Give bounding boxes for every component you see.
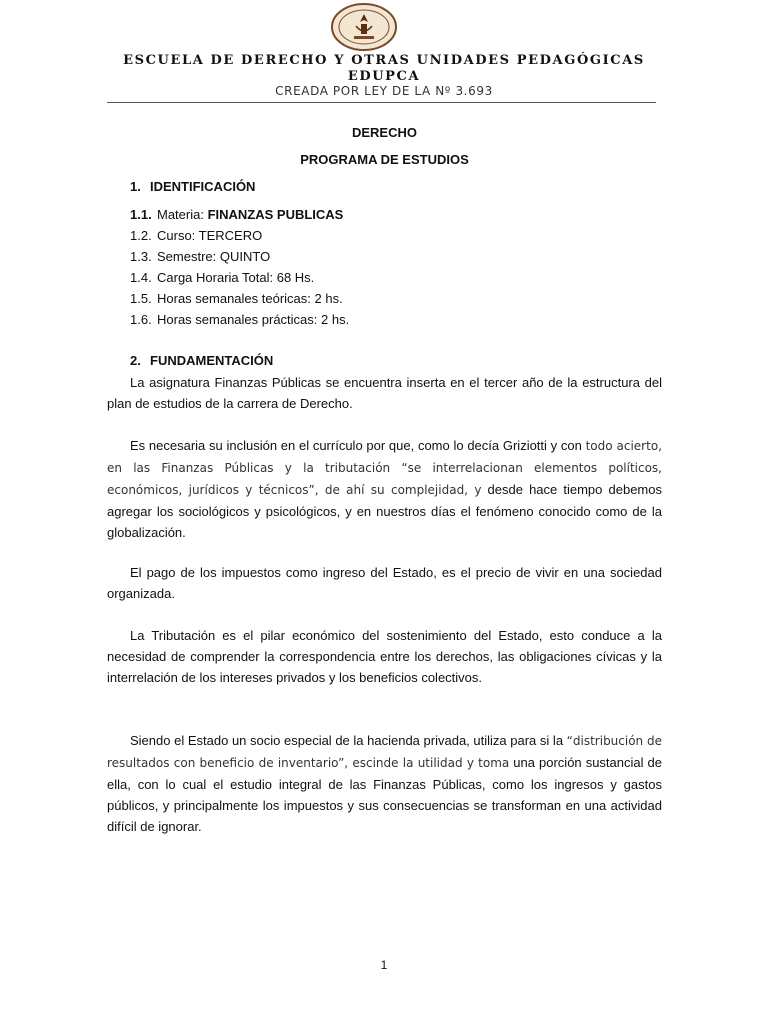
paragraph-2-part-a: Es necesaria su inclusión en el currículo por que, como lo decía Griziotti y con	[130, 438, 586, 453]
item-value: FINANZAS PUBLICAS	[207, 207, 344, 222]
item-number: 1.5.	[130, 291, 152, 306]
item-value: QUINTO	[219, 249, 271, 264]
page-number: 1	[380, 958, 388, 972]
item-label: Horas semanales prácticas:	[157, 312, 322, 327]
item-label: Horas semanales teóricas:	[157, 291, 315, 306]
ident-item-course	[130, 227, 262, 244]
item-label: Materia:	[157, 207, 208, 222]
paragraph-1: La asignatura Finanzas Públicas se encuentra inserta en el tercer año de la estructura del plan de estudios de la carrera de Derecho.	[107, 375, 662, 411]
paragraph-2	[107, 435, 662, 543]
item-number: 1.6.	[130, 312, 152, 327]
item-number: 1.3.	[130, 249, 152, 264]
paragraph-5-part-a: Siendo el Estado un socio especial de la hacienda privada, utiliza para si la	[130, 733, 567, 748]
school-seal-logo	[330, 2, 398, 52]
section-identification-heading	[130, 179, 255, 194]
item-label: Semestre:	[157, 249, 220, 264]
header-divider	[107, 102, 656, 103]
paragraph-5-quote: “distribución de resultados con beneficio de inventario”, escinde la utilidad y toma	[107, 734, 662, 770]
section-foundation-heading	[130, 353, 273, 368]
ident-item-semester	[130, 248, 270, 265]
section-number: 1.	[130, 179, 141, 194]
school-acronym: EDUPCA	[347, 69, 421, 84]
item-label: Curso:	[157, 228, 199, 243]
item-number: 1.1.	[130, 207, 152, 222]
creation-law: CREADA POR LEY DE LA Nº 3.693	[275, 84, 493, 98]
paragraph-3: El pago de los impuestos como ingreso del Estado, es el precio de vivir en una sociedad organizada.	[107, 565, 662, 601]
item-number: 1.2.	[130, 228, 152, 243]
section-number: 2.	[130, 353, 141, 368]
ident-item-practice-hours	[130, 311, 349, 328]
ident-item-subject	[130, 206, 343, 223]
section-heading-text: IDENTIFICACIÓN	[150, 179, 256, 194]
item-value: 2 hs.	[314, 291, 343, 306]
item-label: Carga Horaria Total:	[157, 270, 277, 285]
paragraph-4: La Tributación es el pilar económico del sostenimiento del Estado, esto conduce a la necesidad de comprender la correspondencia entre los derechos, las obligaciones cívicas y la interrelación de los intereses privados y los beneficios colectivos.	[107, 628, 662, 685]
program-title: PROGRAMA DE ESTUDIOS	[300, 152, 469, 167]
section-heading-text: FUNDAMENTACIÓN	[150, 353, 274, 368]
item-number: 1.4.	[130, 270, 152, 285]
paragraph-2-part-c: desde hace tiempo debemos agregar los sociológicos y psicológicos, y en nuestros días el fenómeno conocido como de la globalización.	[107, 482, 662, 540]
paragraph-5	[107, 730, 662, 837]
ident-item-theory-hours	[130, 290, 343, 307]
paragraph-5-part-c: una porción sustancial de ella, con lo cual el estudio integral de las Finanzas Públicas, como los ingresos y gastos públicos, y principalmente los impuestos y sus consecuencias se transforman en una actividad difícil de ignorar.	[107, 755, 662, 834]
school-name: ESCUELA DE DERECHO Y OTRAS UNIDADES PEDAGÓGICAS	[123, 53, 645, 68]
ident-item-total-hours	[130, 269, 314, 286]
field-title: DERECHO	[351, 125, 417, 140]
item-value: 68 Hs.	[276, 270, 315, 285]
paragraph-2-quote: todo acierto, en las Finanzas Públicas y la tributación “se interrelacionan elementos políticos, económicos, jurídicos y técnicos”, de ahí su complejidad, y	[107, 439, 662, 497]
item-value: TERCERO	[198, 228, 263, 243]
item-value: 2 hs.	[321, 312, 350, 327]
